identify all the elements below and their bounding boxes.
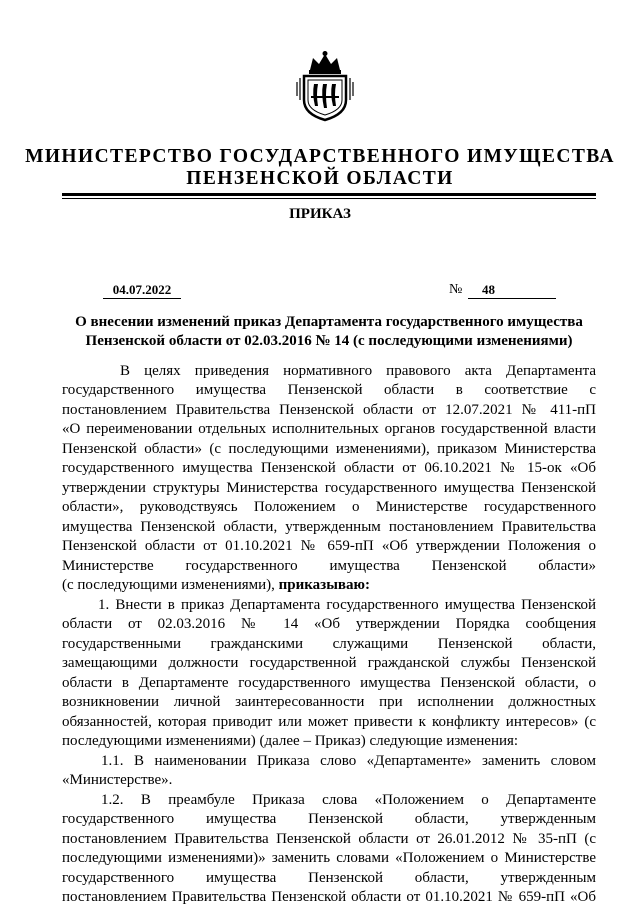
ministry-name-line1: МИНИСТЕРСТВО ГОСУДАРСТВЕННОГО ИМУЩЕСТВА: [25, 146, 615, 167]
body-line: В целях приведения нормативного правового акта Департамента: [120, 363, 596, 379]
body-line: государственными гражданскими служащими Пензенской области,: [62, 636, 596, 652]
body-line: имущества Пензенской области, утвержденным постановлением Правительства: [62, 519, 596, 535]
ministry-name-line2: ПЕНЗЕНСКОЙ ОБЛАСТИ: [186, 168, 454, 189]
body-line: обязанностей, которая приводит или может привести к конфликту интересов» (с: [62, 714, 596, 730]
header-divider-thick: [62, 193, 596, 196]
coat-of-arms-icon: [296, 50, 354, 122]
body-line: «О переименовании отдельных исполнительных органов государственной власти: [62, 421, 596, 437]
body-line: постановлением Правительства Пензенской области от 01.10.2021 № 659-пП «Об: [62, 889, 596, 905]
body-line: 1.2. В преамбуле Приказа слова «Положением о Департаменте: [101, 792, 596, 808]
body-line: государственного имущества Пензенской области в соответствие с: [62, 382, 596, 398]
body-line: области от 02.03.2016 № 14 «Об утверждении Порядка сообщения: [62, 616, 596, 632]
order-directive: приказываю:: [278, 577, 370, 593]
body-line: Пензенской области от 01.10.2021 № 659-пП «Об утверждении Положения о: [62, 538, 596, 554]
body-line: 1.1. В наименовании Приказа слово «Департаменте» заменить словом: [101, 753, 596, 769]
body-line: возникновении личной заинтересованности при исполнении должностных: [62, 694, 596, 710]
body-line: Пензенской области» (с последующими изменениями), приказом Министерства: [62, 441, 596, 457]
body-line: последующими изменениями) (далее – Приказ) следующие изменения:: [62, 733, 519, 749]
body-line: области в Департаменте государственного имущества Пензенской области, о: [62, 675, 596, 691]
body-line: государственного имущества Пензенской области, утвержденным: [62, 811, 596, 827]
body-line: государственного имущества Пензенской области от 06.10.2021 № 15-ок «Об: [62, 460, 596, 476]
body-line: постановлением Правительства Пензенской области от 26.01.2012 № 35-пП (с: [62, 831, 596, 847]
body-line-text: (с последующими изменениями),: [62, 577, 275, 593]
body-line: 1. Внести в приказ Департамента государственного имущества Пензенской: [98, 597, 596, 613]
body-line: государственного имущества Пензенской области, утвержденным: [62, 870, 596, 886]
order-subject-line1: О внесении изменений приказ Департамента государственного имущества: [75, 314, 583, 330]
body-line: «Министерстве».: [62, 772, 173, 788]
header-divider-thin: [62, 198, 596, 199]
order-number: 48: [468, 282, 556, 299]
body-line: последующими изменениями)» заменить словами «Положением о Министерстве: [62, 850, 596, 866]
body-line: утверждении структуры Министерства государственного имущества Пензенской: [62, 480, 596, 496]
body-line: [62, 576, 596, 595]
order-subject-line2: Пензенской области от 02.03.2016 № 14 (с последующими изменениями): [85, 333, 573, 349]
body-line: постановлением Правительства Пензенской области от 12.07.2021 № 411-пП: [62, 402, 596, 418]
body-line: замещающими должности государственной гражданской службы Пензенской: [62, 655, 596, 671]
body-line: Министерстве государственного имущества Пензенской области»: [62, 558, 596, 574]
order-number-sign: №: [449, 282, 463, 297]
body-line: области», руководствуясь Положением о Министерстве государственного: [62, 499, 596, 515]
order-date: 04.07.2022: [103, 282, 181, 299]
order-subject: [62, 313, 596, 351]
order-title: ПРИКАЗ: [289, 206, 351, 222]
